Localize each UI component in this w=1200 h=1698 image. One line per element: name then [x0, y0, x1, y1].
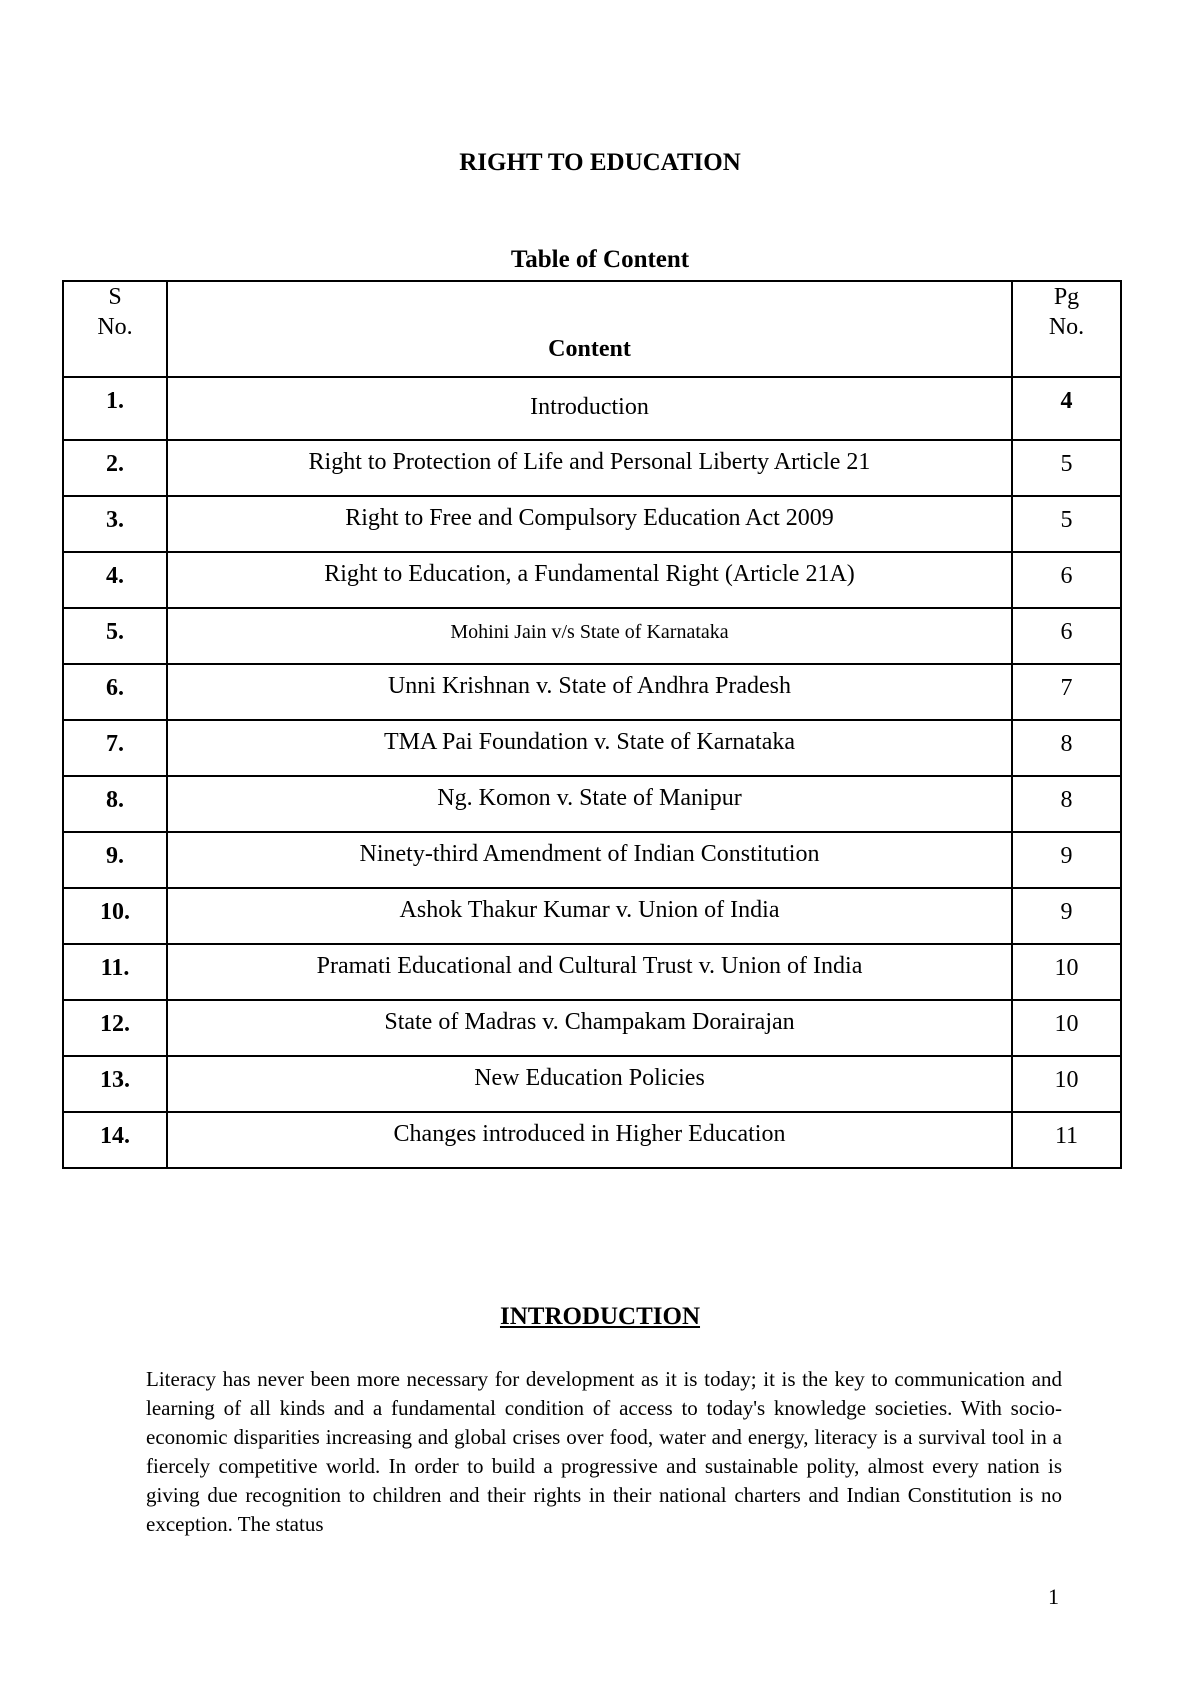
row-serial-number: 6. [63, 664, 167, 720]
row-content: Ng. Komon v. State of Manipur [167, 776, 1012, 832]
row-content: Pramati Educational and Cultural Trust v. Union of India [167, 944, 1012, 1000]
row-content: Ninety-third Amendment of Indian Constitution [167, 832, 1012, 888]
table-row [63, 440, 1121, 496]
document-title: RIGHT TO EDUCATION [459, 149, 741, 176]
header-serial-number-line2: No. [97, 314, 133, 340]
row-page-number: 5 [1012, 496, 1121, 552]
row-page-number: 9 [1012, 832, 1121, 888]
page-number: 1 [1048, 1584, 1059, 1609]
table-row [63, 944, 1121, 1000]
introduction-paragraph: Literacy has never been more necessary for development as it is today; it is the key to communication and learning of all kinds and a fundamental condition of access to today's knowledge societies. With socio-economic disparities increasing and global crises over food, water and energy, literacy is a survival tool in a fiercely competitive world. In order to build a progressive and sustainable polity, almost every nation is giving due recognition to children and their rights in their national charters and Indian Constitution is no exception. The status [146, 1367, 1062, 1536]
row-serial-number: 14. [63, 1112, 167, 1168]
row-serial-number: 3. [63, 496, 167, 552]
row-serial-number: 8. [63, 776, 167, 832]
toc-header-row [63, 281, 1121, 377]
row-serial-number: 9. [63, 832, 167, 888]
row-content: Introduction [167, 377, 1012, 440]
table-row [63, 608, 1121, 664]
table-row [63, 776, 1121, 832]
row-content: Mohini Jain v/s State of Karnataka [167, 608, 1012, 664]
row-content: New Education Policies [167, 1056, 1012, 1112]
row-content: TMA Pai Foundation v. State of Karnataka [167, 720, 1012, 776]
row-serial-number: 12. [63, 1000, 167, 1056]
row-page-number: 5 [1012, 440, 1121, 496]
row-page-number: 8 [1012, 776, 1121, 832]
row-content: Right to Protection of Life and Personal Liberty Article 21 [167, 440, 1012, 496]
row-content: Changes introduced in Higher Education [167, 1112, 1012, 1168]
row-serial-number: 10. [63, 888, 167, 944]
header-serial-number [63, 281, 167, 377]
row-page-number: 10 [1012, 944, 1121, 1000]
row-serial-number: 4. [63, 552, 167, 608]
row-serial-number: 2. [63, 440, 167, 496]
table-row [63, 832, 1121, 888]
table-row [63, 377, 1121, 440]
header-content: Content [167, 281, 1012, 377]
row-page-number: 10 [1012, 1056, 1121, 1112]
header-page-number-line1: Pg [1053, 284, 1080, 310]
table-row [63, 888, 1121, 944]
table-of-contents [62, 280, 1122, 1169]
toc-caption: Table of Content [510, 246, 690, 273]
row-serial-number: 5. [63, 608, 167, 664]
introduction-heading: INTRODUCTION [499, 1303, 701, 1330]
row-content: Ashok Thakur Kumar v. Union of India [167, 888, 1012, 944]
row-page-number: 8 [1012, 720, 1121, 776]
row-page-number: 9 [1012, 888, 1121, 944]
table-row [63, 720, 1121, 776]
row-content: Unni Krishnan v. State of Andhra Pradesh [167, 664, 1012, 720]
table-row [63, 664, 1121, 720]
table-row [63, 1000, 1121, 1056]
table-row [63, 1056, 1121, 1112]
row-page-number: 10 [1012, 1000, 1121, 1056]
row-serial-number: 13. [63, 1056, 167, 1112]
table-row [63, 496, 1121, 552]
row-page-number: 4 [1012, 377, 1121, 440]
row-content: Right to Education, a Fundamental Right (Article 21A) [167, 552, 1012, 608]
row-page-number: 6 [1012, 608, 1121, 664]
header-serial-number-line1: S [108, 284, 122, 310]
table-row [63, 552, 1121, 608]
header-page-number [1012, 281, 1121, 377]
header-page-number-line2: No. [1048, 314, 1085, 340]
row-content: Right to Free and Compulsory Education Act 2009 [167, 496, 1012, 552]
row-page-number: 6 [1012, 552, 1121, 608]
table-row [63, 1112, 1121, 1168]
row-page-number: 11 [1012, 1112, 1121, 1168]
row-serial-number: 11. [63, 944, 167, 1000]
row-serial-number: 1. [63, 377, 167, 440]
row-content: State of Madras v. Champakam Dorairajan [167, 1000, 1012, 1056]
row-serial-number: 7. [63, 720, 167, 776]
row-page-number: 7 [1012, 664, 1121, 720]
